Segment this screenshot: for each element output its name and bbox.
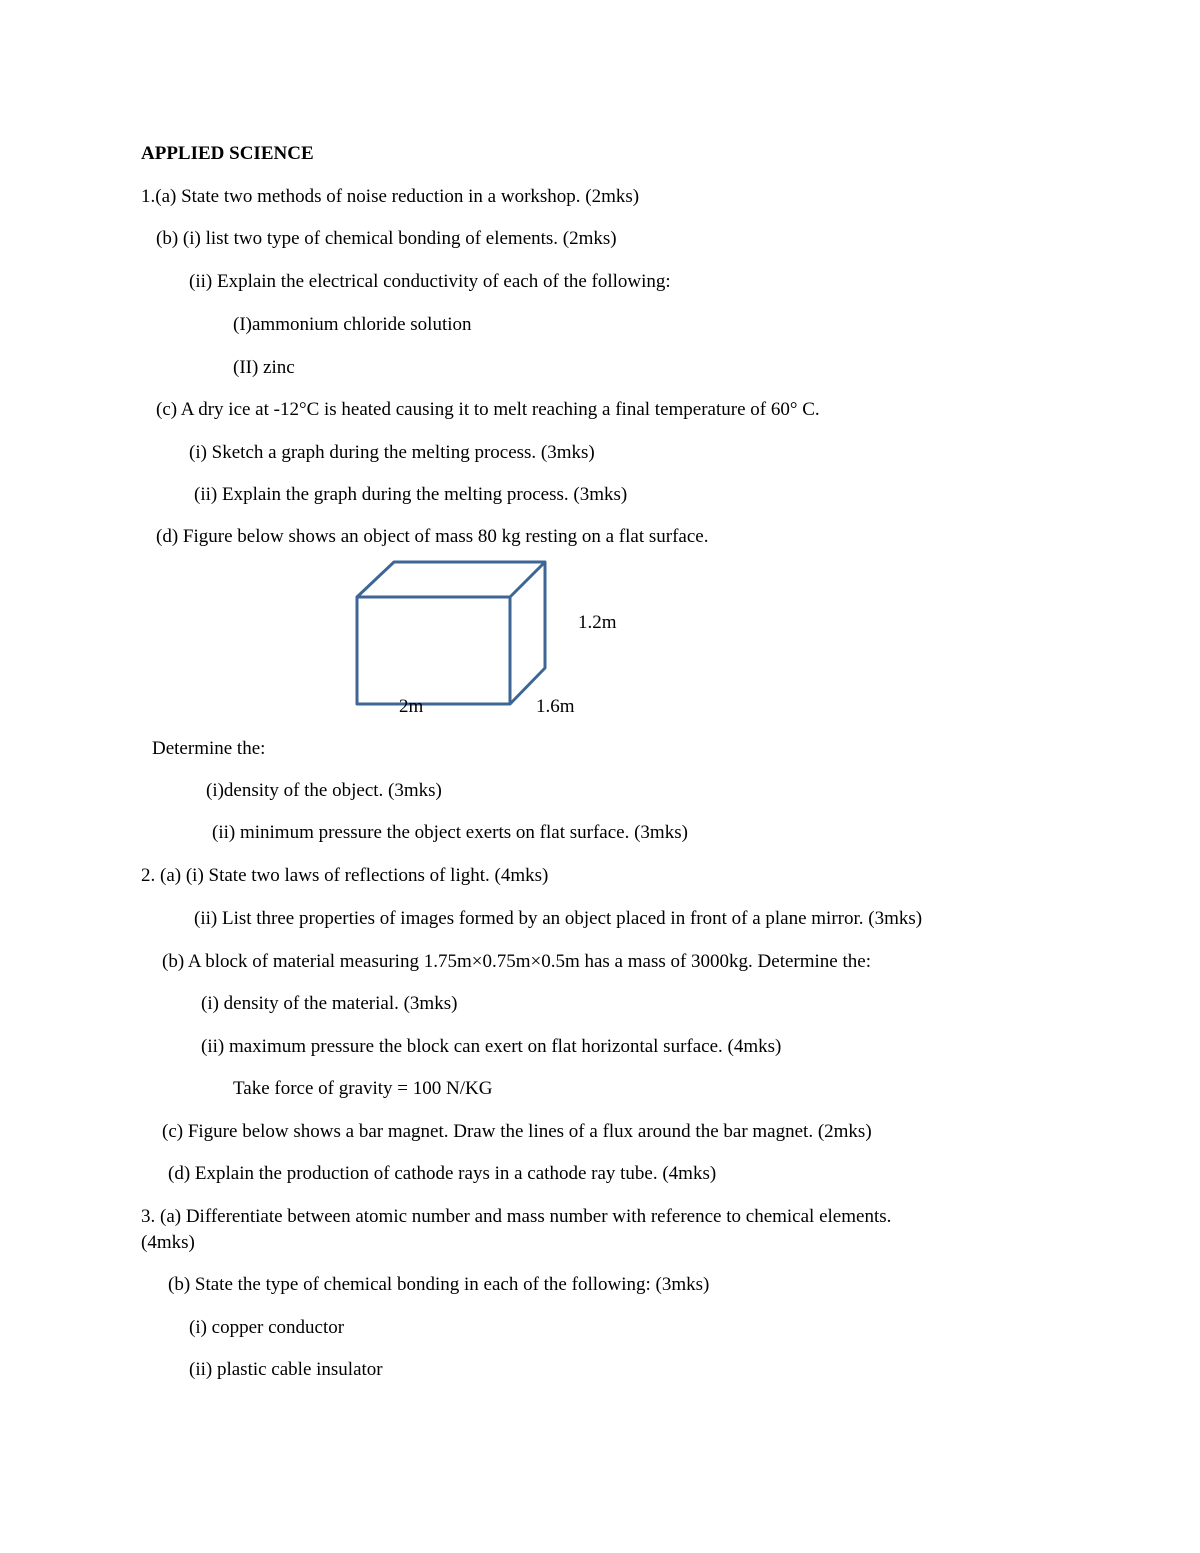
question-2a-ii: (ii) List three properties of images formed by an object placed in front of a plane mirror. (3mks) [194,908,923,929]
question-3b-i: (i) copper conductor [189,1317,345,1338]
block-top-edge [510,562,545,597]
question-1b-i: (b) (i) list two type of chemical bonding of elements. (2mks) [156,228,617,249]
question-1d-i: (i)density of the object. (3mks) [206,780,442,801]
question-1d-ii: (ii) minimum pressure the object exerts on flat surface. (3mks) [212,822,688,843]
question-3a: 3. (a) Differentiate between atomic number and mass number with reference to chemical elements. [141,1206,892,1227]
block-front-face [357,597,510,704]
question-2b: (b) A block of material measuring 1.75m×0.75m×0.5m has a mass of 3000kg. Determine the: [162,951,871,972]
gravity-note: Take force of gravity = 100 N/KG [233,1078,493,1099]
question-2b-ii: (ii) maximum pressure the block can exert on flat horizontal surface. (4mks) [201,1036,782,1057]
question-1a: 1.(a) State two methods of noise reduction in a workshop. (2mks) [141,186,640,207]
determine-label: Determine the: [152,738,266,759]
page-title: APPLIED SCIENCE [141,143,314,164]
question-1b-ii-II: (II) zinc [233,357,295,378]
question-2a-i: 2. (a) (i) State two laws of reflections of light. (4mks) [141,865,549,886]
question-1b-ii-I: (I)ammonium chloride solution [233,314,472,335]
question-2b-i: (i) density of the material. (3mks) [201,993,458,1014]
question-2d: (d) Explain the production of cathode rays in a cathode ray tube. (4mks) [168,1163,717,1184]
question-2c: (c) Figure below shows a bar magnet. Draw the lines of a flux around the bar magnet. (2mks) [162,1121,872,1142]
width-label: 2m [399,696,424,717]
question-1b-ii: (ii) Explain the electrical conductivity of each of the following: [189,271,671,292]
question-3a-marks: (4mks) [141,1232,195,1253]
question-1c-i: (i) Sketch a graph during the melting process. (3mks) [189,442,595,463]
depth-label: 1.6m [536,696,575,717]
question-1c-ii: (ii) Explain the graph during the melting process. (3mks) [194,484,628,505]
question-3b-ii: (ii) plastic cable insulator [189,1359,383,1380]
height-label: 1.2m [578,612,617,633]
question-1c: (c) A dry ice at -12°C is heated causing it to melt reaching a final temperature of 60° C. [156,399,820,420]
question-1d: (d) Figure below shows an object of mass 80 kg resting on a flat surface. [156,526,709,547]
block-back-edges [357,562,545,704]
question-3b: (b) State the type of chemical bonding in each of the following: (3mks) [168,1274,710,1295]
